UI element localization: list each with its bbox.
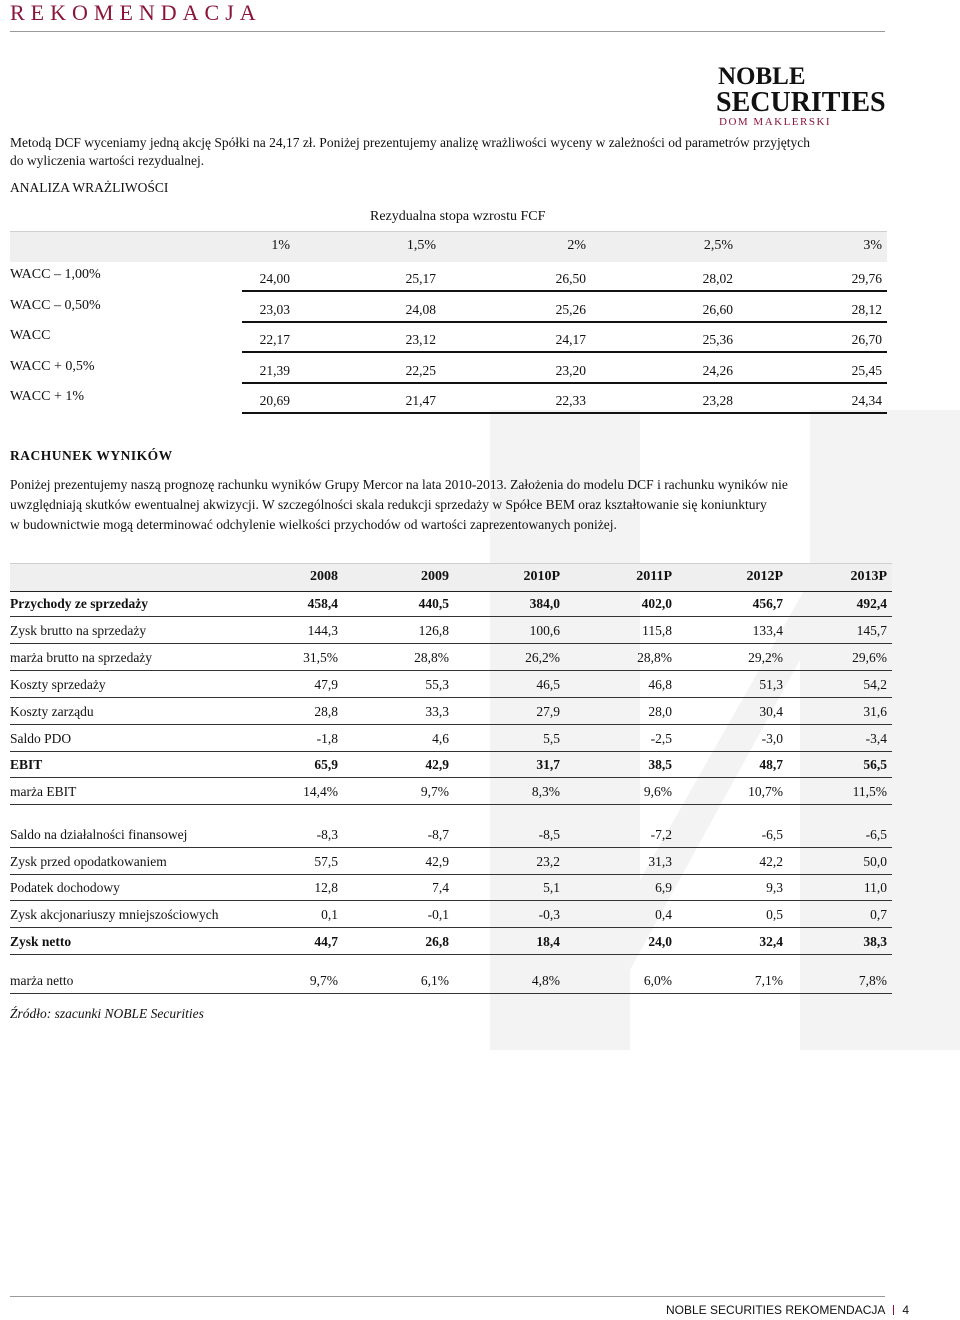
results-cell: -1,8 — [316, 731, 338, 746]
results-cell: 7,1% — [754, 973, 783, 988]
results-cell: -0,3 — [538, 907, 560, 922]
results-cell: 4,8% — [531, 973, 560, 988]
results-row-rule — [10, 724, 892, 725]
results-cell: 28,8% — [637, 650, 672, 665]
results-cell: -0,1 — [427, 907, 449, 922]
results-row-rule — [10, 927, 892, 928]
results-row-label: EBIT — [10, 757, 43, 772]
results-cell: 30,4 — [759, 704, 783, 719]
results-cell: -6,5 — [761, 827, 783, 842]
results-cell: 32,4 — [759, 934, 783, 949]
results-cell: 7,8% — [858, 973, 887, 988]
sensitivity-cell: 24,34 — [851, 393, 882, 408]
results-row-label: Zysk przed opodatkowaniem — [10, 854, 167, 869]
results-cell: 6,1% — [420, 973, 449, 988]
results-row-rule — [10, 670, 892, 671]
sensitivity-column-header: 1,5% — [406, 238, 436, 253]
results-cell: 9,7% — [309, 973, 338, 988]
results-cell: 0,4 — [655, 907, 672, 922]
results-row-rule — [10, 643, 892, 644]
sensitivity-cell: 24,00 — [259, 271, 290, 286]
results-cell: 54,2 — [863, 677, 887, 692]
footer-text: NOBLE SECURITIES REKOMENDACJA — [666, 1303, 886, 1317]
results-cell: 458,4 — [307, 596, 338, 611]
sensitivity-header-bar — [10, 231, 887, 262]
logo-line-1: NOBLE — [718, 63, 806, 90]
results-row-label: Saldo na działalności finansowej — [10, 827, 188, 842]
results-column-header: 2011P — [636, 569, 672, 584]
results-row-label: Zysk netto — [10, 934, 72, 949]
results-cell: 23,2 — [536, 854, 560, 869]
results-paragraph — [10, 475, 887, 535]
results-cell: 144,3 — [307, 623, 338, 638]
sensitivity-row-rule — [242, 382, 887, 384]
sensitivity-row-label: WACC — [10, 328, 51, 343]
logo-line-3: DOM MAKLERSKI — [719, 116, 832, 128]
sensitivity-cell: 21,39 — [259, 363, 290, 378]
results-cell: 44,7 — [314, 934, 338, 949]
results-row-label: Podatek dochodowy — [10, 880, 120, 895]
results-cell: 126,8 — [418, 623, 449, 638]
sensitivity-subtitle: Rezydualna stopa wzrostu FCF — [370, 209, 546, 224]
sensitivity-row-rule — [242, 321, 887, 323]
sensitivity-column-header: 1% — [271, 238, 290, 253]
sensitivity-row-rule — [242, 351, 887, 353]
results-text-line-3: w budownictwie mogą determinować odchylenie wielkości przychodów od wartości zaprezentowanych poniżej. — [10, 517, 617, 532]
results-row-label: marża brutto na sprzedaży — [10, 650, 153, 665]
results-cell: 0,7 — [870, 907, 887, 922]
results-cell: 31,5% — [303, 650, 338, 665]
sensitivity-cell: 22,25 — [405, 363, 436, 378]
noble-securities-logo — [716, 63, 886, 128]
sensitivity-column-header: 2% — [567, 238, 586, 253]
results-cell: 0,5 — [766, 907, 783, 922]
results-cell: -8,5 — [538, 827, 560, 842]
results-row-rule — [10, 751, 892, 752]
results-cell: 18,4 — [536, 934, 560, 949]
results-column-header: 2008 — [310, 569, 338, 584]
sensitivity-cell: 28,02 — [702, 271, 733, 286]
results-cell: 8,3% — [531, 784, 560, 799]
sensitivity-cell: 22,17 — [259, 332, 290, 347]
results-cell: 42,9 — [425, 854, 449, 869]
intro-line-1: Metodą DCF wyceniamy jedną akcję Spółki na 24,17 zł. Poniżej prezentujemy analizę wrażliwości wyceny w zależności od parametrów przyjętych — [10, 135, 810, 150]
sensitivity-cell: 26,70 — [851, 332, 882, 347]
page-header-title: REKOMENDACJA — [10, 0, 262, 25]
results-cell: 100,6 — [529, 623, 560, 638]
intro-paragraph — [10, 134, 890, 170]
results-row-rule — [10, 804, 892, 805]
results-cell: 11,0 — [863, 880, 887, 895]
results-cell: 26,8 — [425, 934, 449, 949]
sensitivity-row-label: WACC – 1,00% — [10, 267, 101, 282]
results-title: RACHUNEK WYNIKÓW — [10, 448, 173, 463]
page-footer — [666, 1303, 909, 1317]
logo-line-2: SECURITIES — [716, 87, 886, 118]
sensitivity-cell: 29,76 — [851, 271, 882, 286]
sensitivity-cell: 26,50 — [555, 271, 586, 286]
results-row-label: Koszty zarządu — [10, 704, 94, 719]
sensitivity-cell: 23,28 — [702, 393, 733, 408]
results-cell: 48,7 — [759, 757, 783, 772]
results-cell: 492,4 — [856, 596, 887, 611]
results-cell: 56,5 — [863, 757, 887, 772]
results-cell: 42,9 — [425, 757, 449, 772]
source-note: Źródło: szacunki NOBLE Securities — [10, 1006, 204, 1021]
footer-separator — [893, 1305, 894, 1315]
results-row-label: Koszty sprzedaży — [10, 677, 106, 692]
results-cell: 384,0 — [529, 596, 560, 611]
sensitivity-row-label: WACC + 0,5% — [10, 359, 95, 374]
results-cell: 6,9 — [655, 880, 672, 895]
results-column-header: 2013P — [850, 569, 887, 584]
results-cell: 6,0% — [643, 973, 672, 988]
sensitivity-cell: 28,12 — [851, 302, 882, 317]
results-cell: 65,9 — [314, 757, 338, 772]
results-cell: 47,9 — [314, 677, 338, 692]
results-cell: 402,0 — [641, 596, 672, 611]
results-column-header: 2010P — [523, 569, 560, 584]
results-cell: 57,5 — [314, 854, 338, 869]
results-cell: 9,7% — [420, 784, 449, 799]
sensitivity-cell: 24,17 — [555, 332, 586, 347]
results-cell: 28,0 — [648, 704, 672, 719]
results-cell: 42,2 — [759, 854, 783, 869]
results-row-label: marża EBIT — [10, 784, 77, 799]
results-cell: 38,5 — [648, 757, 672, 772]
sensitivity-row-rule — [242, 412, 887, 414]
results-row-rule — [10, 993, 892, 994]
results-cell: -2,5 — [650, 731, 672, 746]
results-cell: 10,7% — [748, 784, 783, 799]
sensitivity-cell: 23,03 — [259, 302, 290, 317]
results-cell: -6,5 — [865, 827, 887, 842]
sensitivity-column-header: 2,5% — [703, 238, 733, 253]
results-row-rule — [10, 697, 892, 698]
results-cell: 5,1 — [543, 880, 560, 895]
results-row-label: Zysk akcjonariuszy mniejszościowych — [10, 907, 219, 922]
sensitivity-cell: 23,12 — [405, 332, 436, 347]
sensitivity-cell: 22,33 — [555, 393, 586, 408]
results-cell: 5,5 — [543, 731, 560, 746]
results-row-label: Zysk brutto na sprzedaży — [10, 623, 147, 638]
results-cell: 31,6 — [863, 704, 887, 719]
sensitivity-cell: 23,20 — [555, 363, 586, 378]
results-cell: -8,7 — [427, 827, 449, 842]
header-rule — [10, 31, 885, 32]
results-column-header: 2009 — [421, 569, 449, 584]
results-cell: 27,9 — [536, 704, 560, 719]
results-cell: 31,7 — [536, 757, 560, 772]
intro-line-2: do wyliczenia wartości rezydualnej. — [10, 153, 205, 168]
page-number: 4 — [902, 1303, 910, 1317]
results-cell: 7,4 — [432, 880, 449, 895]
results-cell: 115,8 — [642, 623, 672, 638]
results-cell: 55,3 — [425, 677, 449, 692]
results-cell: 51,3 — [759, 677, 783, 692]
results-column-header: 2012P — [746, 569, 783, 584]
results-row-label: Saldo PDO — [10, 731, 72, 746]
results-row-rule — [10, 847, 892, 848]
results-cell: 9,6% — [643, 784, 672, 799]
results-row-label: Przychody ze sprzedaży — [10, 596, 148, 611]
results-cell: -3,4 — [865, 731, 887, 746]
results-cell: 26,2% — [525, 650, 560, 665]
sensitivity-cell: 21,47 — [405, 393, 436, 408]
results-cell: 440,5 — [418, 596, 449, 611]
results-cell: 0,1 — [321, 907, 338, 922]
sensitivity-cell: 24,26 — [702, 363, 733, 378]
results-row-rule — [10, 900, 892, 901]
results-cell: -3,0 — [761, 731, 783, 746]
results-cell: 4,6 — [432, 731, 449, 746]
results-text-line-2: uwzględniają skutków ewentualnej akwizycji. W szczególności skala redukcji sprzedaży w Spółce BEM oraz kształtowanie się koniunktury — [10, 497, 767, 512]
results-cell: -8,3 — [316, 827, 338, 842]
sensitivity-cell: 25,36 — [702, 332, 733, 347]
results-cell: 14,4% — [303, 784, 338, 799]
results-cell: 33,3 — [425, 704, 449, 719]
results-cell: 12,8 — [314, 880, 338, 895]
sensitivity-cell: 25,45 — [851, 363, 882, 378]
sensitivity-row-label: WACC – 0,50% — [10, 298, 101, 313]
sensitivity-row-label: WACC + 1% — [10, 389, 85, 404]
sensitivity-row-rule — [242, 290, 887, 292]
results-cell: 11,5% — [852, 784, 887, 799]
results-cell: 46,5 — [536, 677, 560, 692]
results-cell: 28,8% — [414, 650, 449, 665]
sensitivity-cell: 24,08 — [405, 302, 436, 317]
sensitivity-title: ANALIZA WRAŻLIWOŚCI — [10, 180, 169, 195]
results-cell: 29,2% — [748, 650, 783, 665]
footer-rule — [10, 1296, 885, 1297]
results-row-rule — [10, 777, 892, 778]
results-cell: 46,8 — [648, 677, 672, 692]
results-row-label: marża netto — [10, 973, 74, 988]
results-cell: 133,4 — [752, 623, 783, 638]
results-cell: 456,7 — [752, 596, 783, 611]
results-row-rule — [10, 954, 892, 955]
sensitivity-column-header: 3% — [863, 238, 882, 253]
results-cell: 145,7 — [856, 623, 887, 638]
sensitivity-cell: 25,26 — [555, 302, 586, 317]
results-cell: 24,0 — [648, 934, 672, 949]
sensitivity-cell: 26,60 — [702, 302, 733, 317]
results-row-rule — [10, 616, 892, 617]
sensitivity-cell: 25,17 — [405, 271, 436, 286]
results-cell: 31,3 — [648, 854, 672, 869]
sensitivity-cell: 20,69 — [259, 393, 290, 408]
results-cell: 28,8 — [314, 704, 338, 719]
results-cell: 38,3 — [863, 934, 887, 949]
results-row-rule — [10, 874, 892, 875]
results-cell: 9,3 — [766, 880, 783, 895]
results-cell: -7,2 — [650, 827, 672, 842]
results-cell: 50,0 — [863, 854, 887, 869]
results-cell: 29,6% — [852, 650, 887, 665]
results-text-line-1: Poniżej prezentujemy naszą prognozę rachunku wyników Grupy Mercor na lata 2010-2013. Założenia do modelu DCF i rachunku wyników nie — [10, 477, 788, 492]
